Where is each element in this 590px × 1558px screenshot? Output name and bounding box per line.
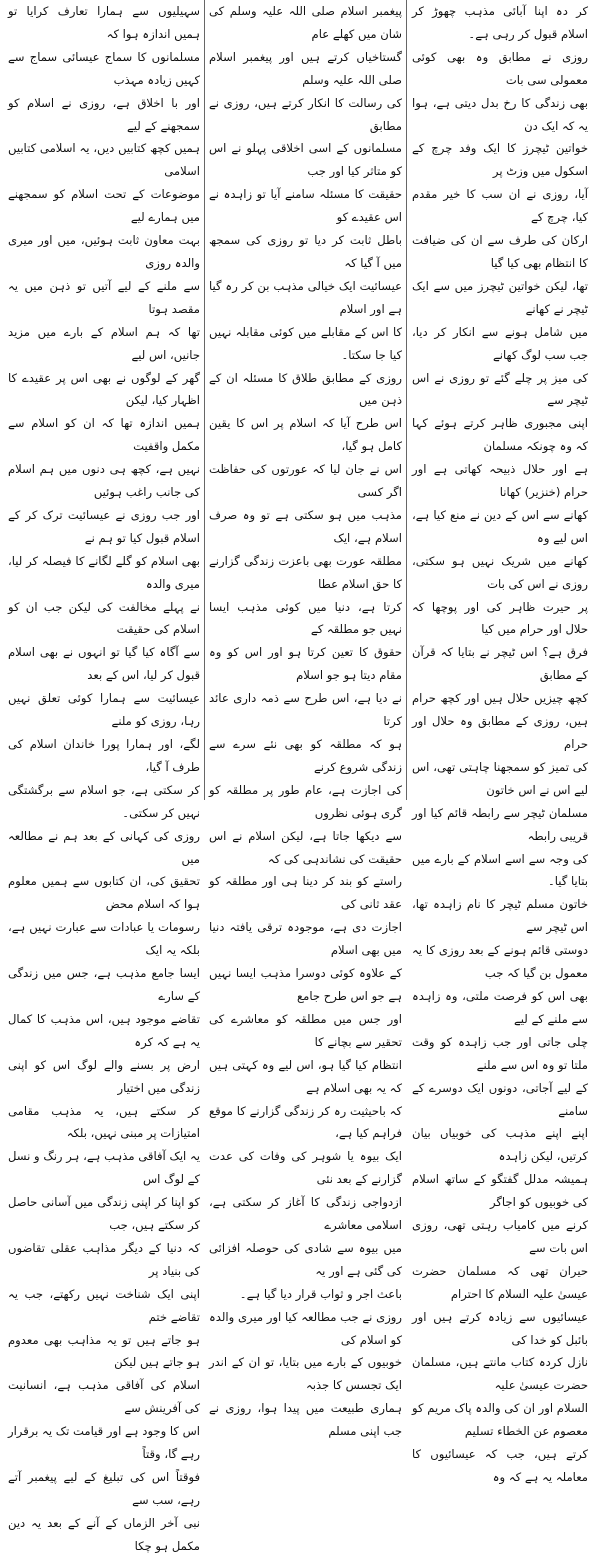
column-divider-left [204,0,205,800]
text-column-right: کر دہ اپنا آبائی مذہب چھوڑ کر اسلام قبول کر رہی ہے۔ روزی نے مطابق وہ بھی کوئی معمولی سی بات بھی زندگی کا رخ بدل دیتی ہے، ہوا یہ کہ ایک دن خواتین ٹیچرز کا ایک وفد چرچ کے اسکول میں وزٹ پر آیا، روزی نے ان سب کا خیر مقدم کیا، چرچ کے ارکان کی طرف سے ان کی ضیافت کا انتظام بھی کیا گیا تھا، لیکن خواتین ٹیچرز میں سے ایک ٹیچر نے کھانے میں شامل ہونے سے انکار کر دیا، جب سب لوگ کھانے کی میز پر چلے گئے تو روزی نے اس ٹیچر سے اپنی مجبوری ظاہر کرتے ہوئے کہا کہ وہ چونکہ مسلمان ہے اور حلال ذبیحہ کھاتی ہے اور حرام (خنزیر) کھانا کھانے سے اس کے دین نے منع کیا ہے، اس لیے وہ کھانے میں شریک نہیں ہو سکتی، روزی نے اس کی بات پر حیرت ظاہر کی اور پوچھا کہ حلال اور حرام میں کیا فرق ہے؟ اس ٹیچر نے بتایا کہ قرآن کے مطابق کچھ چیزیں حلال ہیں اور کچھ حرام ہیں، روزی کے مطابق وہ حلال اور حرام کی تمیز کو سمجھنا چاہتی تھی، اس لیے اس نے اس خاتون مسلمان ٹیچر سے رابطہ قائم کیا اور قریبی رابطہ کی وجہ سے اسے اسلام کے بارے میں بتایا گیا۔ خاتون مسلم ٹیچر کا نام زاہدہ تھا، اس ٹیچر سے دوستی قائم ہونے کے بعد روزی کا یہ معمول بن گیا کہ جب بھی اس کو فرصت ملتی، وہ زاہدہ سے ملنے کے لیے چلی جاتی اور جب زاہدہ کو وقت ملتا تو وہ اس سے ملنے کے لیے آجاتی، دونوں ایک دوسرے کے سامنے اپنے اپنے مذہب کی خوبیاں بیان کرتیں، لیکن زاہدہ ہمیشہ مدلل گفتگو کے ساتھ اسلام کی خوبیوں کو اجاگر کرنے میں کامیاب رہتی تھی، روزی اس بات سے حیران تھی کہ مسلمان حضرت عیسیٰ علیہ السلام کا احترام عیسائیوں سے زیادہ کرتے ہیں اور بائبل کو خدا کی نازل کردہ کتاب مانتے ہیں، مسلمان حضرت عیسیٰ علیہ السلام اور ان کی والدہ پاک مریم کو معصوم عن الخطاء تسلیم کرتے ہیں، جب کہ عیسائیوں کا معاملہ یہ ہے کہ وہ [412,4,588,1484]
text-column-middle: پیغمبر اسلام صلی اللہ علیہ وسلم کی شان میں کھلے عام گستاخیاں کرتے ہیں اور پیغمبر اسلام صلی اللہ علیہ وسلم کی رسالت کا انکار کرتے ہیں، روزی نے مطابق مسلمانوں کے اسی اخلاقی پہلو نے اس کو متاثر کیا اور جب حقیقت کا مسئلہ سامنے آیا تو زاہدہ نے اس عقیدے کو باطل ثابت کر دیا تو روزی کی سمجھ میں آ گیا کہ عیسائیت ایک خیالی مذہب بن کر رہ گیا ہے اور اسلام کا اس کے مقابلے میں کوئی مقابلہ نہیں کیا جا سکتا۔ روزی کے مطابق طلاق کا مسئلہ ان کے ذہن میں اس طرح آیا کہ اسلام پر اس کا یقین کامل ہو گیا، اس نے جان لیا کہ عورتوں کی حفاظت اگر کسی مذہب میں ہو سکتی ہے تو وہ صرف اسلام ہے، ایک مطلقہ عورت بھی باعزت زندگی گزارنے کا حق اسلام عطا کرتا ہے، دنیا میں کوئی مذہب ایسا نہیں جو مطلقہ کے حقوق کا تعین کرتا ہو اور اس کو وہ مقام دیتا ہو جو اسلام نے دیا ہے، اس طرح سے ذمہ داری عائد کرتا ہو کہ مطلقہ کو بھی نئے سرے سے زندگی شروع کرنے کی اجازت ہے، عام طور پر مطلقہ کو گری ہوئی نظروں سے دیکھا جاتا ہے، لیکن اسلام نے اس حقیقت کی نشاندہی کی کہ راستے کو بند کر دینا ہی اور مطلقہ کو عقد ثانی کی اجازت دی ہے، موجودہ ترقی یافتہ دنیا میں بھی اسلام کے علاوہ کوئی دوسرا مذہب ایسا نہیں ہے جو اس طرح جامع اور جس میں مطلقہ کو معاشرے کی تحقیر سے بچانے کا انتظام کیا گیا ہو، اس لیے وہ کہتی ہیں کہ یہ بھی اسلام ہے کہ باحیثیت رہ کر زندگی گزارنے کا موقع فراہم کیا ہے، ایک بیوہ یا شوہر کی وفات کی عدت گزارنے کے بعد نئی ازدواجی زندگی کا آغاز کر سکتی ہے، اسلامی معاشرے میں بیوہ سے شادی کی حوصلہ افزائی کی گئی ہے اور یہ باعث اجر و ثواب قرار دیا گیا ہے۔ روزی نے جب مطالعہ کیا اور میری والدہ کو اسلام کی خوبیوں کے بارے میں بتایا، تو ان کے اندر ایک تجسس کا جذبہ ہماری طبیعت میں پیدا ہوا، روزی نے جب اپنی مسلم [209,4,402,1439]
text-column-left: سہیلیوں سے ہمارا تعارف کرایا تو ہمیں اندازہ ہوا کہ مسلمانوں کا سماج عیسائی سماج سے کہیں زیادہ مہذب اور با اخلاق ہے، روزی نے اسلام کو سمجھنے کے لیے ہمیں کچھ کتابیں دیں، یہ اسلامی کتابیں اسلامی موضوعات کے تحت اسلام کو سمجھنے میں ہمارے لیے بہت معاون ثابت ہوئیں، میں اور میری والدہ روزی سے ملنے کے لیے آتیں تو ذہن میں یہ مقصد ہوتا تھا کہ ہم اسلام کے بارے میں مزید جانیں، اس لیے گھر کے لوگوں نے بھی اس پر عقیدے کا اظہار کیا، لیکن ہمیں اندازہ تھا کہ ان کو اسلام سے مکمل واقفیت نہیں ہے، کچھ ہی دنوں میں ہم اسلام کی جانب راغب ہوئیں اور جب روزی نے عیسائیت ترک کر کے اسلام قبول کیا تو ہم نے بھی اسلام کو گلے لگانے کا فیصلہ کر لیا، میری والدہ نے پہلے مخالفت کی لیکن جب ان کو اسلام کی حقیقت سے آگاہ کیا گیا تو انہوں نے بھی اسلام قبول کر لیا، اس کے بعد عیسائیت سے ہمارا کوئی تعلق نہیں رہا، روزی کو ملنے لگے، اور ہمارا پورا خاندان اسلام کی طرف آ گیا، کر سکتی ہے، جو اسلام سے برگشتگی نہیں کر سکتی۔ روزی کی کہانی کے بعد ہم نے مطالعہ میں تحقیق کی، ان کتابوں سے ہمیں معلوم ہوا کہ اسلام محض رسومات یا عبادات سے عبارت نہیں ہے، بلکہ یہ ایک ایسا جامع مذہب ہے، جس میں زندگی کے سارے تقاضے موجود ہیں، اس مذہب کا کمال یہ ہے کہ کرہ ارض پر بسنے والے لوگ اس کو اپنی زندگی میں اختیار کر سکتے ہیں، یہ مذہب مقامی امتیازات پر مبنی نہیں، بلکہ یہ ایک آفاقی مذہب ہے، ہر رنگ و نسل کے لوگ اس کو اپنا کر اپنی زندگی میں آسانی حاصل کر سکتے ہیں، جب کہ دنیا کے دیگر مذاہب عقلی تقاضوں کی بنیاد پر اپنی ایک شناخت نہیں رکھتے، جب یہ تقاضے ختم ہو جاتے ہیں تو یہ مذاہب بھی معدوم ہو جاتے ہیں لیکن اسلام کی آفاقی مذہب ہے، انسانیت کی آفرینش سے اس کا وجود ہے اور قیامت تک یہ برقرار رہے گا، وقتاً فوقتاً اس کی تبلیغ کے لیے پیغمبر آتے رہے، سب سے نبی آخر الزماں کے آنے کے بعد یہ دین مکمل ہو چکا [7,4,200,1553]
column-divider-right [406,0,407,800]
